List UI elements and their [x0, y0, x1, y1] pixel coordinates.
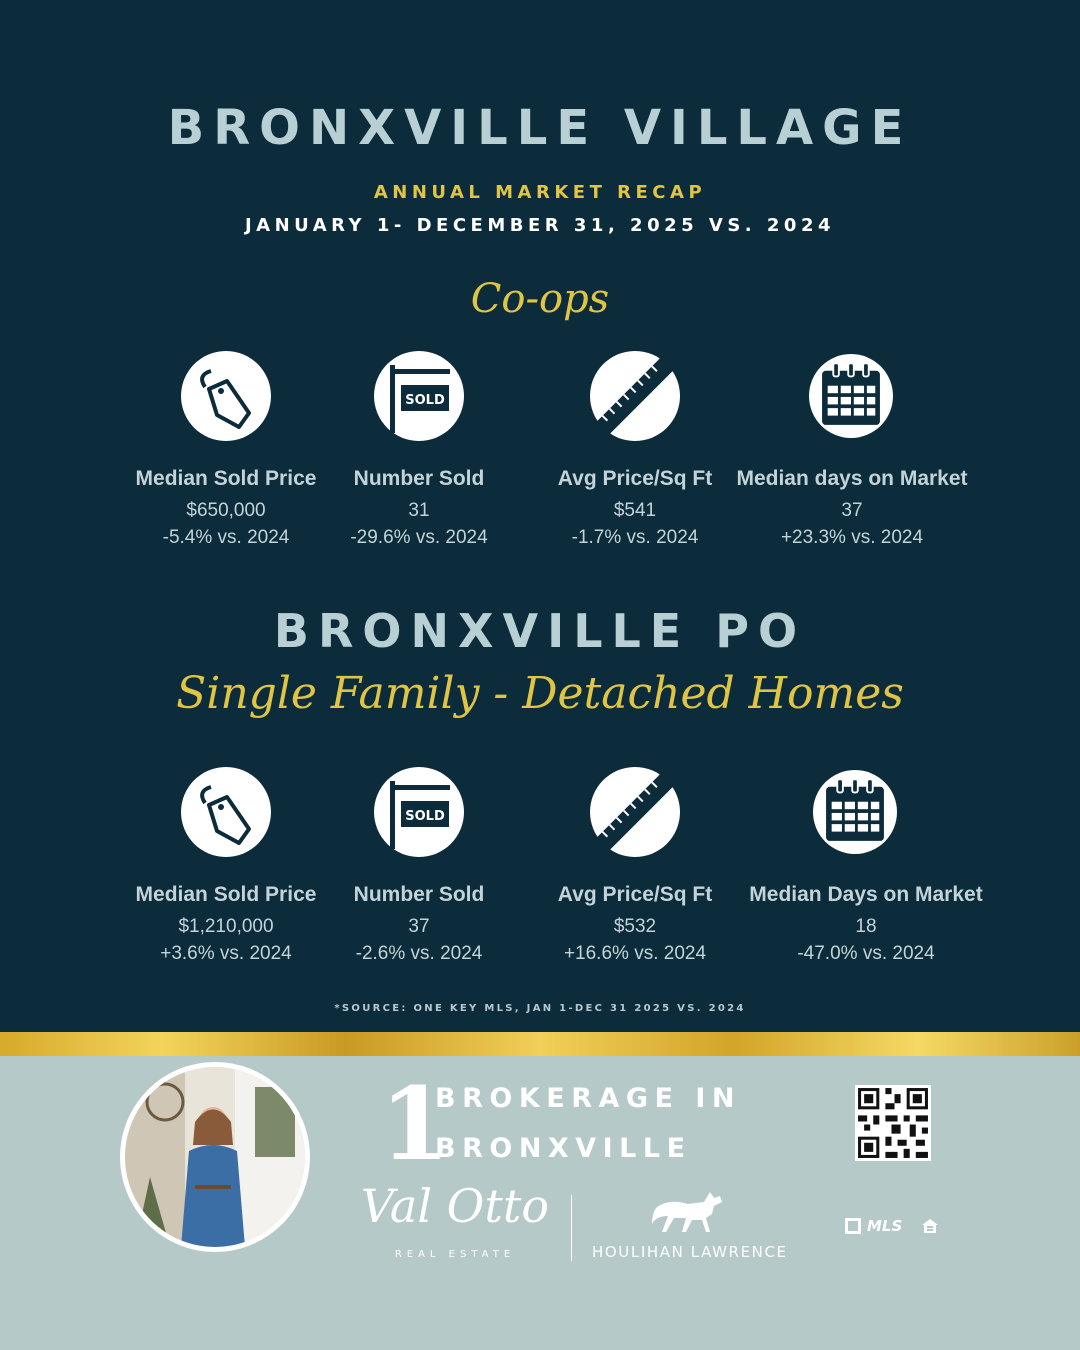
- mls-logo: MLS: [867, 1217, 903, 1235]
- horse-logo-icon: [648, 1188, 728, 1238]
- stat-change: -47.0% vs. 2024: [797, 943, 935, 964]
- stat-change: -2.6% vs. 2024: [355, 943, 483, 964]
- stat-label: Median Days on Market: [749, 883, 983, 906]
- svg-text:SOLD: SOLD: [405, 393, 445, 408]
- stat-label: Avg Price/Sq Ft: [557, 883, 713, 906]
- svg-text:SOLD: SOLD: [405, 809, 445, 824]
- stat-value: 18: [855, 916, 877, 937]
- page-title: BRONXVILLE VILLAGE: [167, 100, 913, 156]
- houlihan-lawrence-logo: HOULIHAN LAWRENCE: [592, 1243, 788, 1261]
- stat-value: 37: [841, 500, 863, 521]
- stat-value: $1,210,000: [178, 916, 274, 937]
- realtor-icon: [845, 1218, 861, 1234]
- sold-sign-icon: [374, 767, 464, 857]
- stat-change: +23.3% vs. 2024: [780, 527, 924, 548]
- equal-housing-icon: [921, 1218, 939, 1234]
- logo-script: Val Otto: [360, 1179, 550, 1233]
- stat-label: Median days on Market: [736, 467, 968, 490]
- source-note: *SOURCE: ONE KEY MLS, JAN 1-DEC 31 2025 VS. 2024: [334, 1003, 746, 1014]
- price-tag-icon: [181, 767, 271, 857]
- calendar-icon: [809, 354, 893, 438]
- stat-value: $541: [613, 500, 657, 521]
- agent-photo: [120, 1062, 310, 1252]
- stat-median-days: [722, 467, 982, 549]
- date-range: JANUARY 1- DECEMBER 31, 2025 VS. 2024: [244, 215, 836, 236]
- ruler-icon: [590, 767, 680, 857]
- stat-value: 37: [408, 916, 430, 937]
- recap-subtitle: ANNUAL MARKET RECAP: [373, 182, 707, 203]
- stat-value: $532: [613, 916, 657, 937]
- stat-change: -1.7% vs. 2024: [571, 527, 699, 548]
- stat-change: +16.6% vs. 2024: [563, 943, 707, 964]
- section-coops-title: Co-ops: [470, 276, 610, 322]
- price-tag-icon: [181, 351, 271, 441]
- stat-value: $650,000: [186, 500, 266, 521]
- gold-divider: [0, 1032, 1080, 1056]
- stat-value: 31: [408, 500, 430, 521]
- brokerage-line1: BROKERAGE IN: [435, 1083, 742, 1114]
- section-single-family-title: Single Family - Detached Homes: [176, 668, 904, 719]
- logo-divider: [571, 1195, 572, 1261]
- stat-change: -5.4% vs. 2024: [162, 527, 290, 548]
- stat-label: Median Sold Price: [135, 883, 317, 906]
- stat-label: Number Sold: [353, 883, 485, 906]
- qr-code-icon[interactable]: [855, 1085, 931, 1161]
- stat-avg-price-sqft: [505, 883, 765, 965]
- stat-label: Median Sold Price: [135, 467, 317, 490]
- rank-number: 1: [380, 1065, 450, 1183]
- stat-label: Number Sold: [353, 467, 485, 490]
- calendar-icon: [813, 770, 897, 854]
- sold-sign-icon: [374, 351, 464, 441]
- val-otto-logo: [360, 1179, 550, 1263]
- section-po-title: BRONXVILLE PO: [273, 604, 807, 658]
- stat-change: -29.6% vs. 2024: [350, 527, 488, 548]
- ruler-icon: [590, 351, 680, 441]
- stat-change: +3.6% vs. 2024: [160, 943, 292, 964]
- brokerage-line2: BRONXVILLE: [435, 1133, 692, 1164]
- logo-subtitle: REAL ESTATE: [394, 1249, 516, 1260]
- stat-median-days: [736, 883, 996, 965]
- stat-label: Avg Price/Sq Ft: [557, 467, 713, 490]
- compliance-logos: [845, 1216, 945, 1238]
